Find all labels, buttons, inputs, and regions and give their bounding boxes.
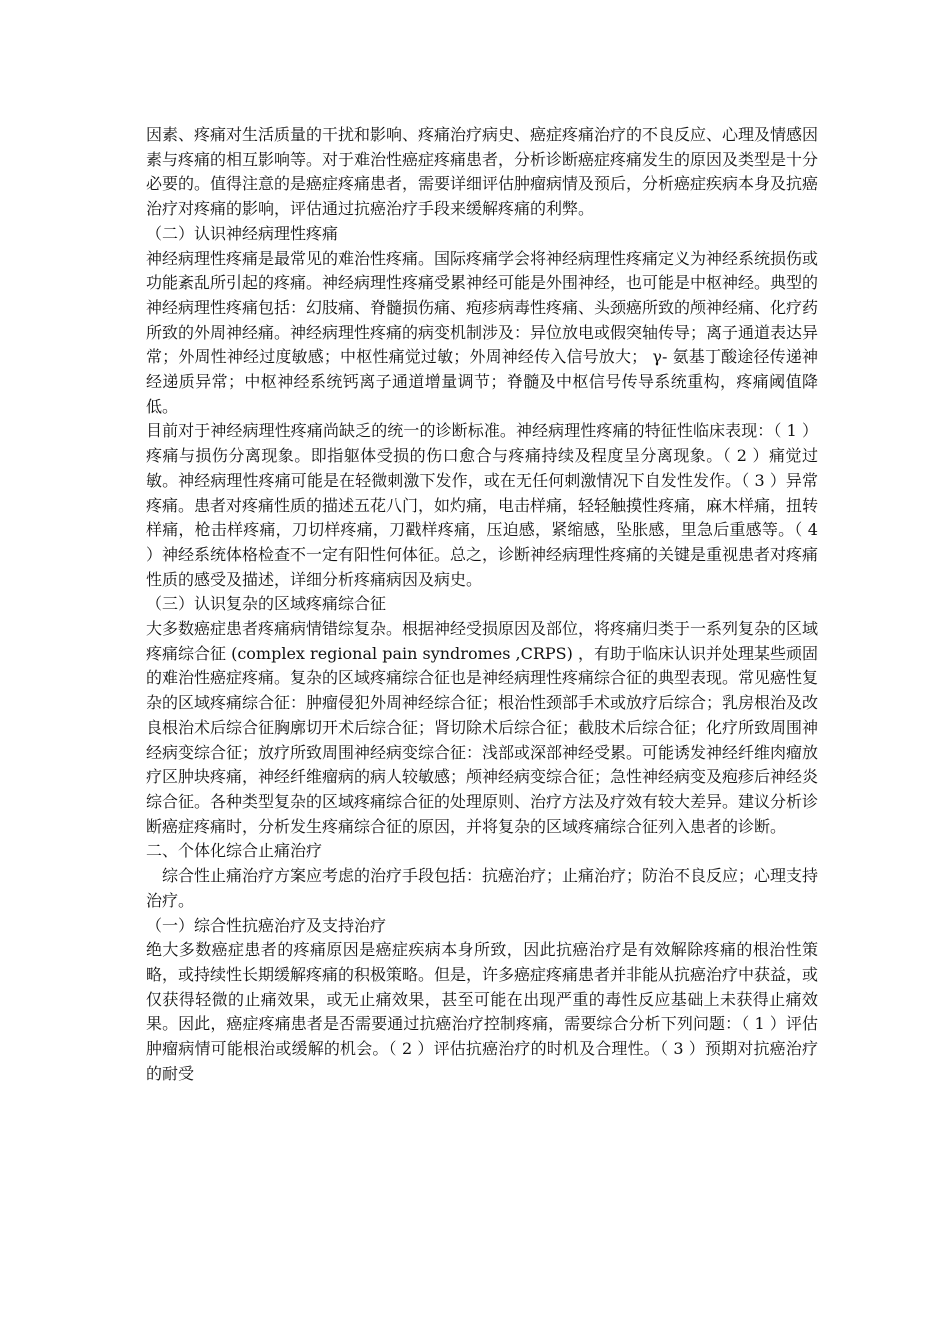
heading-individualized-treatment: 二、个体化综合止痛治疗 (146, 841, 323, 861)
heading-crps: （三）认识复杂的区域疼痛综合征 (146, 594, 387, 614)
paragraph-anticancer-therapy: 绝大多数癌症患者的疼痛原因是癌症疾病本身所致，因此抗癌治疗是有效解除疼痛的根治性策略，或持续性长期缓解疼痛的积极策略。但是，许多癌症疼痛患者并非能从抗癌治疗中获益，或仅获得轻微的止痛效果，或无止痛效果，甚至可能在出现严重的毒性反应基础上未获得止痛效果。因此，癌症疼痛患者是否需要通过抗癌治疗控制疼痛，需要综合分析下列问题：（ 1 ）评估肿瘤病情可能根治或缓解的机会。（ 2 ）评估抗癌治疗的时机及合理性。（ 3 ）预期对抗癌治疗的耐受 (146, 940, 819, 1083)
paragraph-neuropathic-definition: 神经病理性疼痛是最常见的难治性疼痛。国际疼痛学会将神经病理性疼痛定义为神经系统损伤或功能紊乱所引起的疼痛。神经病理性疼痛受累神经可能是外围神经，也可能是中枢神经。典型的神经病理性疼痛包括：幻肢痛、脊髓损伤痛、疱疹病毒性疼痛、头颈癌所致的颅神经痛、化疗药所致的外周神经痛。神经病理性疼痛的病变机制涉及：异位放电或假突轴传导；离子通道表达异常；外周性神经过度敏感；中枢性痛觉过敏；外周神经传入信号放大； γ- 氨基丁酸途径传递神经递质异常；中枢神经系统钙离子通道增量调节；脊髓及中枢信号传导系统重构，疼痛阈值降低。 (146, 248, 819, 416)
heading-neuropathic-pain: （二）认识神经病理性疼痛 (146, 223, 339, 243)
paragraph-crps: 大多数癌症患者疼痛病情错综复杂。根据神经受损原因及部位，将疼痛归类于一系列复杂的区域疼痛综合征 (complex regional pain syndromes ,CRPS) ，有助于临床认识并处理某些顽固的难治性癌症疼痛。复杂的区域疼痛综合征也是神经病理性疼痛综合征的典型表现。常见癌性复杂的区域疼痛综合征：肿瘤侵犯外周神经综合征；根治性颈部手术或放疗后综合；乳房根治及改良根治术后综合征胸廓切开术后综合征；肾切除术后综合征；截肢术后综合征；化疗所致周围神经病变综合征；放疗所致周围神经病变综合征：浅部或深部神经受累。可能诱发神经纤维肉瘤放疗区肿块疼痛，神经纤维瘤病的病人较敏感；颅神经病变综合征；急性神经病变及疱疹后神经炎综合征。各种类型复杂的区域疼痛综合征的处理原则、治疗方法及疗效有较大差异。建议分析诊断癌症疼痛时，分析发生疼痛综合征的原因，并将复杂的区域疼痛综合征列入患者的诊断。 (146, 619, 819, 836)
paragraph-pain-factors: 因素、疼痛对生活质量的干扰和影响、疼痛治疗病史、癌症疼痛治疗的不良反应、心理及情感因素与疼痛的相互影响等。对于难治性癌症疼痛患者，分析诊断癌症疼痛发生的原因及类型是十分必要的。值得注意的是癌症疼痛患者，需要详细评估肿瘤病情及预后，分析癌症疾病本身及抗癌治疗对疼痛的影响，评估通过抗癌治疗手段来缓解疼痛的利弊。 (146, 125, 819, 219)
paragraph-comprehensive-treatment: 综合性止痛治疗方案应考虑的治疗手段包括：抗癌治疗；止痛治疗；防治不良反应；心理支持治疗。 (146, 866, 819, 910)
paragraph-neuropathic-diagnosis: 目前对于神经病理性疼痛尚缺乏的统一的诊断标准。神经病理性疼痛的特征性临床表现：（ 1 ）疼痛与损伤分离现象。即指躯体受损的伤口愈合与疼痛持续及程度呈分离现象。（ 2 ）痛觉过敏。神经病理性疼痛可能是在轻微刺激下发作，或在无任何刺激情况下自发性发作。（ 3 ）异常疼痛。患者对疼痛性质的描述五花八门，如灼痛，电击样痛，轻轻触摸性疼痛，麻木样痛，扭转样痛，枪击样疼痛，刀切样疼痛，刀戳样疼痛，压迫感，紧缩感，坠胀感，里急后重感等。（ 4 ）神经系统体格检查不一定有阳性何体征。总之，诊断神经病理性疼痛的关键是重视患者对疼痛性质的感受及描述，详细分析疼痛病因及病史。 (146, 421, 819, 589)
heading-anticancer-therapy: （一）综合性抗癌治疗及支持治疗 (146, 915, 387, 935)
document-body (146, 123, 818, 1086)
